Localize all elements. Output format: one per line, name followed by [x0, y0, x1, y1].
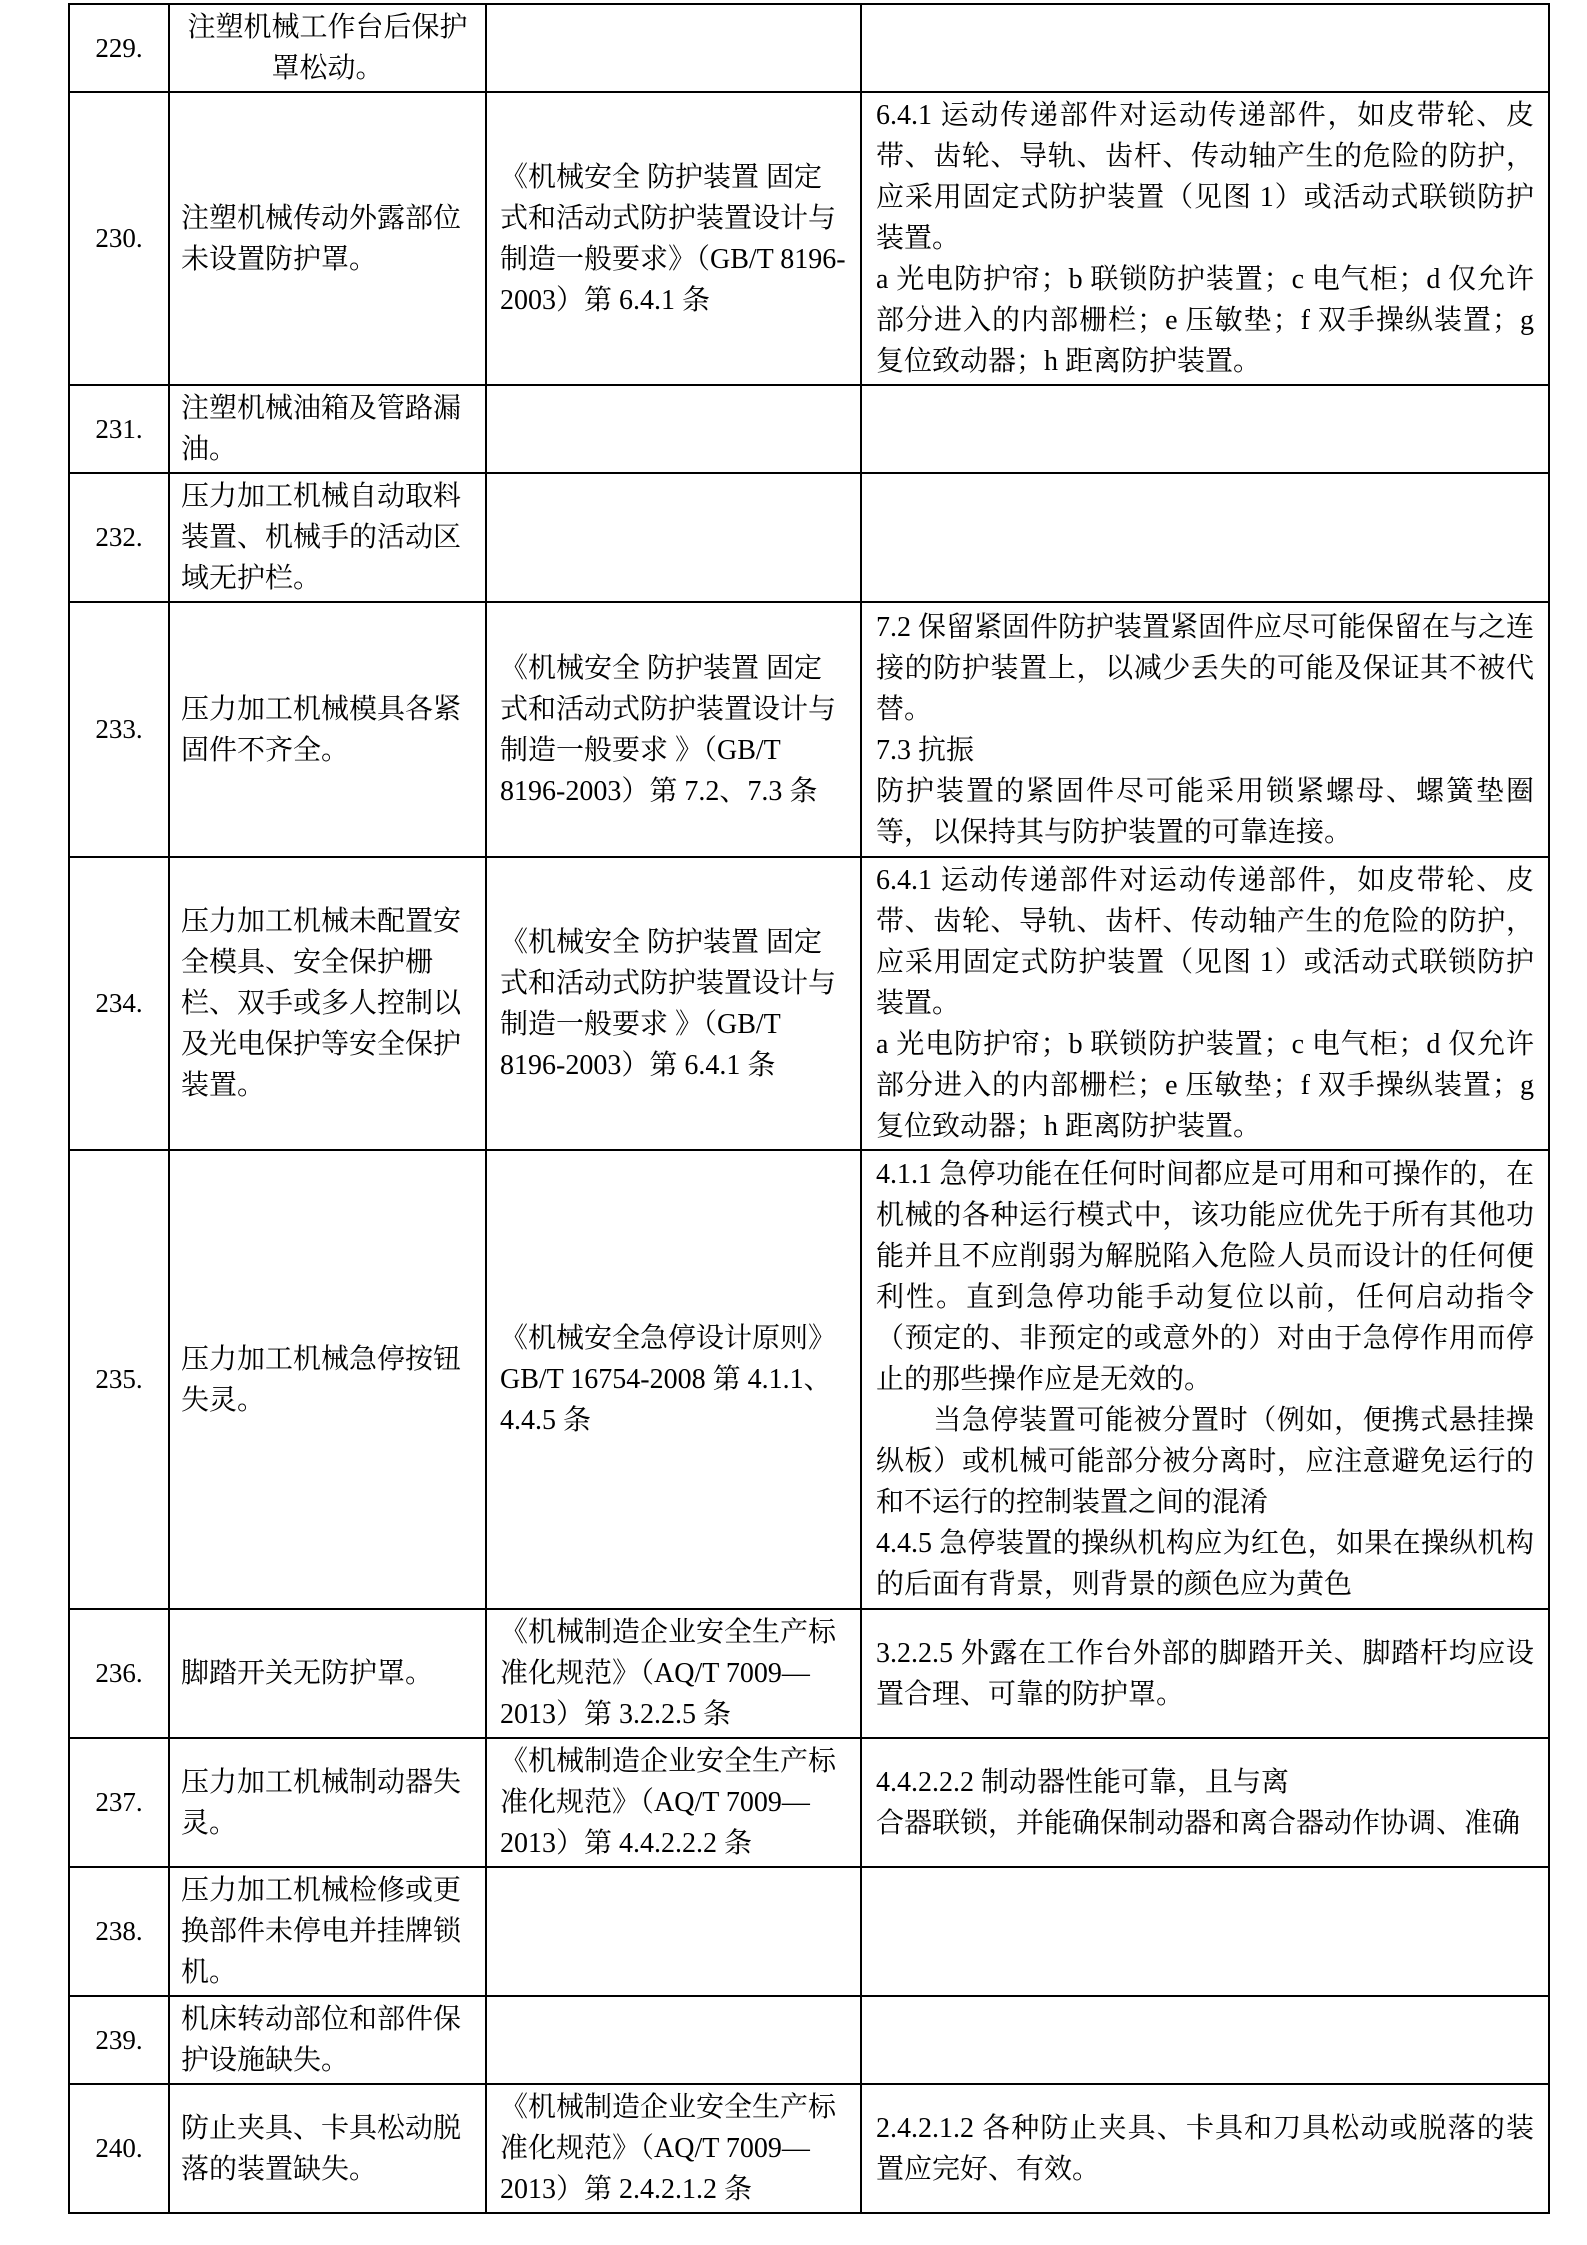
standard-cell [486, 4, 861, 92]
table-row-234 [69, 857, 1549, 1150]
regulation-paragraph: 6.4.1 运动传递部件对运动传递部件，如皮带轮、皮带、齿轮、导轨、齿杆、传动轴产生的危险的防护，应采用固定式防护装置（见图 1）或活动式联锁防护装置。 [876, 100, 1534, 254]
regulation-paragraph: 4.1.1 急停功能在任何时间都应是可用和可操作的，在机械的各种运行模式中，该功能应优先于所有其他功能并且不应削弱为解脱陷入危险人员而设计的任何便利性。直到急停功能手动复位以前，任何启动指令（预定的、非预定的或意外的）对由于急停作用而停止的那些操作应是无效的。 [876, 1159, 1534, 1395]
row-number-cell: 233. [69, 602, 169, 857]
standard-cell: 《机械安全急停设计原则》GB/T 16754-2008 第 4.1.1、4.4.5 条 [486, 1150, 861, 1609]
standard-cell: 《机械安全 防护装置 固定式和活动式防护装置设计与制造一般要求》（GB/T 8196-2003）第 6.4.1 条 [486, 92, 861, 385]
row-number-cell: 236. [69, 1609, 169, 1738]
regulation-text-cell [861, 473, 1549, 602]
issue-cell: 脚踏开关无防护罩。 [169, 1609, 486, 1738]
regulation-text-cell [861, 92, 1549, 385]
issue-cell: 压力加工机械自动取料装置、机械手的活动区域无护栏。 [169, 473, 486, 602]
standard-cell [486, 1867, 861, 1996]
table-row-240 [69, 2084, 1549, 2213]
row-number-cell: 229. [69, 4, 169, 92]
regulation-paragraph: 6.4.1 运动传递部件对运动传递部件，如皮带轮、皮带、齿轮、导轨、齿杆、传动轴产生的危险的防护，应采用固定式防护装置（见图 1）或活动式联锁防护装置。 [876, 865, 1534, 1019]
regulation-paragraph: 4.4.5 急停装置的操纵机构应为红色，如果在操纵机构的后面有背景，则背景的颜色应为黄色 [876, 1528, 1534, 1600]
issue-cell: 压力加工机械未配置安全模具、安全保护栅栏、双手或多人控制以及光电保护等安全保护装置。 [169, 857, 486, 1150]
regulation-paragraph: 当急停装置可能被分置时（例如，便携式悬挂操纵板）或机械可能部分被分离时，应注意避免运行的和不运行的控制装置之间的混淆 [876, 1405, 1534, 1518]
regulation-text-cell [861, 1609, 1549, 1738]
table-row-229 [69, 4, 1549, 92]
table-row-233 [69, 602, 1549, 857]
regulation-text-cell [861, 385, 1549, 473]
table-row-236 [69, 1609, 1549, 1738]
table-row-232 [69, 473, 1549, 602]
standard-cell: 《机械安全 防护装置 固定式和活动式防护装置设计与制造一般要求 》（GB/T 8196-2003）第 6.4.1 条 [486, 857, 861, 1150]
row-number-cell: 234. [69, 857, 169, 1150]
issue-cell: 压力加工机械检修或更换部件未停电并挂牌锁机。 [169, 1867, 486, 1996]
regulation-paragraph: a 光电防护帘；b 联锁防护装置；c 电气柜；d 仅允许部分进入的内部栅栏；e 压敏垫；f 双手操纵装置；g 复位致动器；h 距离防护装置。 [876, 264, 1541, 377]
regulation-text-cell [861, 1867, 1549, 1996]
regulation-paragraph: 7.3 抗振 [876, 734, 975, 766]
issue-cell: 注塑机械工作台后保护罩松动。 [169, 4, 486, 92]
issue-cell: 防止夹具、卡具松动脱落的装置缺失。 [169, 2084, 486, 2213]
regulation-paragraph: 2.4.2.1.2 各种防止夹具、卡具和刀具松动或脱落的装置应完好、有效。 [876, 2112, 1534, 2185]
row-number-cell: 232. [69, 473, 169, 602]
row-number-cell: 230. [69, 92, 169, 385]
regulation-paragraph: a 光电防护帘；b 联锁防护装置；c 电气柜；d 仅允许部分进入的内部栅栏；e 压敏垫；f 双手操纵装置；g 复位致动器；h 距离防护装置。 [876, 1029, 1541, 1142]
regulation-text-cell [861, 602, 1549, 857]
row-number-cell: 238. [69, 1867, 169, 1996]
table-row-231 [69, 385, 1549, 473]
row-number-cell: 231. [69, 385, 169, 473]
row-number-cell: 235. [69, 1150, 169, 1609]
row-number-cell: 237. [69, 1738, 169, 1867]
regulation-text-cell [861, 1996, 1549, 2084]
row-number-cell: 240. [69, 2084, 169, 2213]
regulation-paragraph: 4.4.2.2.2 制动器性能可靠，且与离 [876, 1766, 1290, 1798]
regulation-text-cell [861, 857, 1549, 1150]
issue-cell: 注塑机械油箱及管路漏油。 [169, 385, 486, 473]
standard-cell: 《机械制造企业安全生产标准化规范》（AQ/T 7009—2013）第 2.4.2.1.2 条 [486, 2084, 861, 2213]
issue-cell: 压力加工机械急停按钮失灵。 [169, 1150, 486, 1609]
issue-cell: 压力加工机械模具各紧固件不齐全。 [169, 602, 486, 857]
safety-issues-table [68, 3, 1550, 2214]
regulation-text-cell [861, 1150, 1549, 1609]
table-row-237 [69, 1738, 1549, 1867]
table-row-238 [69, 1867, 1549, 1996]
regulation-paragraph: 7.2 保留紧固件防护装置紧固件应尽可能保留在与之连接的防护装置上，以减少丢失的可能及保证其不被代替。 [876, 611, 1535, 725]
issue-cell: 机床转动部位和部件保护设施缺失。 [169, 1996, 486, 2084]
standard-cell [486, 473, 861, 602]
standard-cell [486, 385, 861, 473]
standard-cell: 《机械制造企业安全生产标准化规范》（AQ/T 7009—2013）第 4.4.2.2.2 条 [486, 1738, 861, 1867]
regulation-text-cell [861, 4, 1549, 92]
issue-cell: 压力加工机械制动器失灵。 [169, 1738, 486, 1867]
regulation-paragraph: 合器联锁，并能确保制动器和离合器动作协调、准确 [876, 1807, 1521, 1839]
regulation-paragraph: 防护装置的紧固件尽可能采用锁紧螺母、螺簧垫圈等，以保持其与防护装置的可靠连接。 [876, 775, 1534, 848]
regulation-text-cell [861, 1738, 1549, 1867]
regulation-paragraph: 3.2.2.5 外露在工作台外部的脚踏开关、脚踏杆均应设置合理、可靠的防护罩。 [876, 1637, 1534, 1710]
table-row-235 [69, 1150, 1549, 1609]
table-row-239 [69, 1996, 1549, 2084]
standard-cell [486, 1996, 861, 2084]
standard-cell: 《机械制造企业安全生产标准化规范》（AQ/T 7009—2013）第 3.2.2.5 条 [486, 1609, 861, 1738]
table-row-230 [69, 92, 1549, 385]
row-number-cell: 239. [69, 1996, 169, 2084]
standard-cell: 《机械安全 防护装置 固定式和活动式防护装置设计与制造一般要求 》（GB/T 8196-2003）第 7.2、7.3 条 [486, 602, 861, 857]
issue-cell: 注塑机械传动外露部位未设置防护罩。 [169, 92, 486, 385]
regulation-text-cell [861, 2084, 1549, 2213]
